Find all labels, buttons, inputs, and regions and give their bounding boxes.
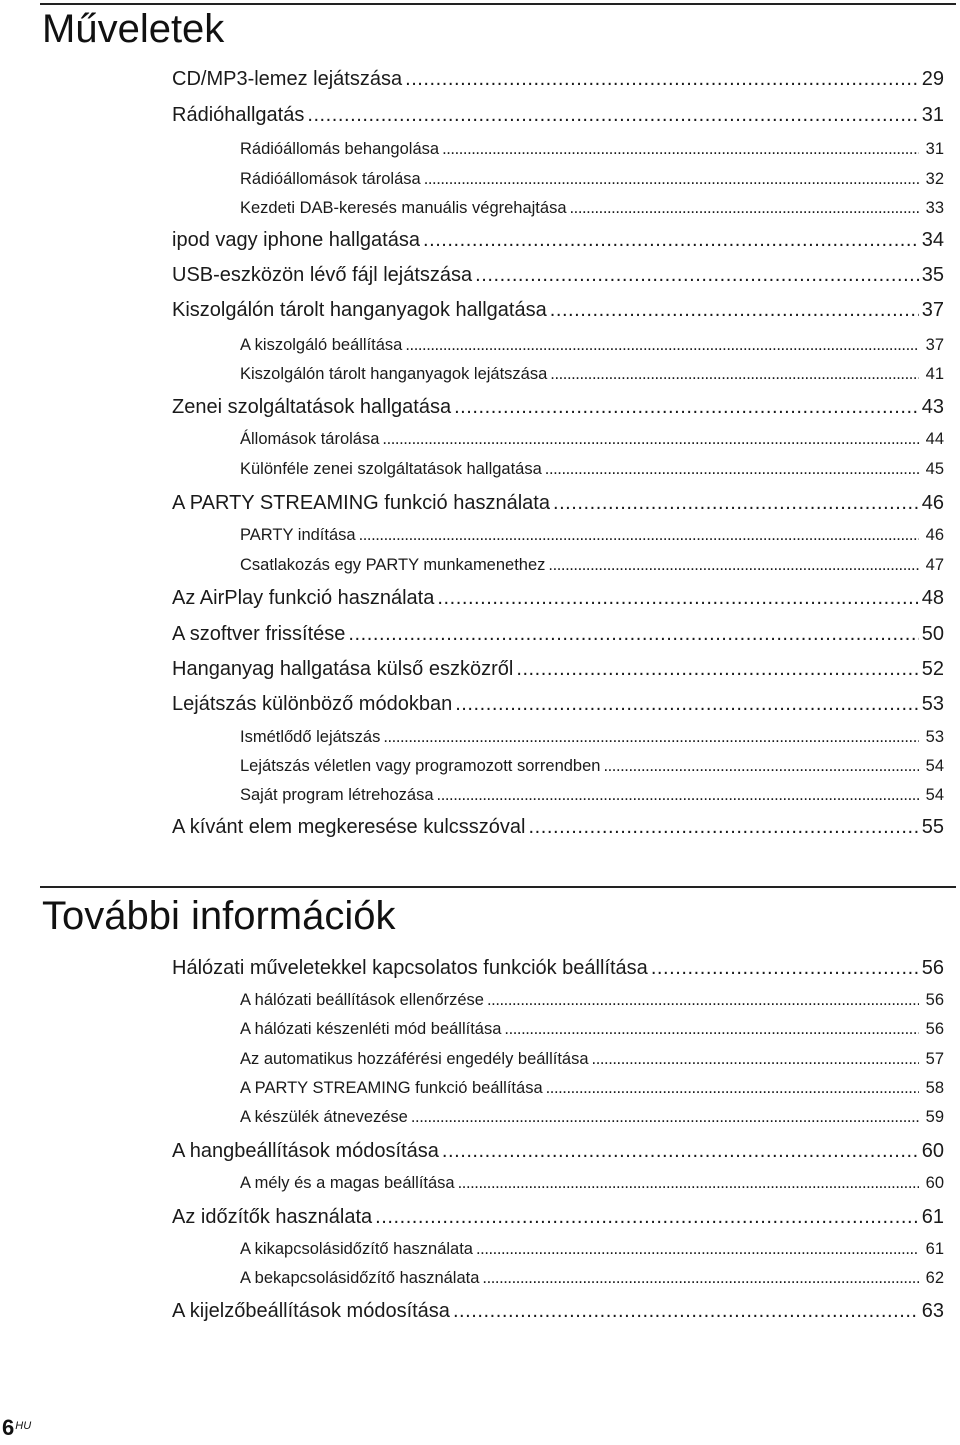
- toc-entry-page: 32: [925, 170, 944, 188]
- toc-entry-page: 45: [925, 460, 944, 478]
- dot-leader: [411, 1108, 919, 1127]
- dot-leader: [603, 757, 919, 776]
- dot-leader: [424, 170, 919, 189]
- toc-entry-title: A szoftver frissítése: [172, 623, 346, 645]
- toc-entry[interactable]: [172, 623, 944, 649]
- toc-entry[interactable]: [172, 264, 944, 290]
- toc-entry-page: 56: [925, 991, 944, 1009]
- toc-entry-page: 31: [921, 104, 944, 126]
- section-divider: [40, 886, 956, 888]
- toc-entry-page: 44: [925, 430, 944, 448]
- dot-leader: [592, 1050, 919, 1069]
- dot-leader: [437, 587, 918, 610]
- toc-entry-title: A PARTY STREAMING funkció beállítása: [240, 1079, 543, 1097]
- toc-entry-page: 29: [921, 68, 944, 90]
- toc-entry-page: 54: [925, 786, 944, 804]
- toc-entry-page: 61: [921, 1206, 944, 1228]
- dot-leader: [454, 396, 919, 419]
- toc-subentry[interactable]: [240, 1269, 944, 1291]
- toc-entry[interactable]: [172, 68, 944, 94]
- toc-entry-page: 35: [921, 264, 944, 286]
- toc-entry-title: ipod vagy iphone hallgatása: [172, 229, 420, 251]
- toc-entry[interactable]: [172, 693, 944, 719]
- dot-leader: [548, 556, 919, 575]
- toc-entry-title: Rádióhallgatás: [172, 104, 305, 126]
- toc-entry-title: USB-eszközön lévő fájl lejátszása: [172, 264, 473, 286]
- section-title: További információk: [42, 894, 396, 938]
- toc-entry-title: Az időzítők használata: [172, 1206, 373, 1228]
- toc-entry-title: A hálózati beállítások ellenőrzése: [240, 991, 484, 1009]
- toc-entry-page: 59: [925, 1108, 944, 1126]
- dot-leader: [348, 623, 918, 646]
- dot-leader: [550, 299, 919, 322]
- toc-entry-page: 37: [921, 299, 944, 321]
- toc-subentry[interactable]: [240, 170, 944, 192]
- toc-subentry[interactable]: [240, 556, 944, 578]
- toc-entry[interactable]: [172, 299, 944, 325]
- toc-entry[interactable]: [172, 1206, 944, 1232]
- toc-entry-title: Ismétlődő lejátszás: [240, 728, 381, 746]
- page-footer: [2, 1415, 31, 1441]
- toc-subentry[interactable]: [240, 786, 944, 808]
- toc-entry-page: 33: [925, 199, 944, 217]
- toc-entry-title: A hálózati készenléti mód beállítása: [240, 1020, 502, 1038]
- toc-subentry[interactable]: [240, 199, 944, 221]
- dot-leader: [405, 68, 919, 91]
- toc-subentry[interactable]: [240, 460, 944, 482]
- toc-entry-title: Lejátszás véletlen vagy programozott sorrendben: [240, 757, 601, 775]
- toc-entry-page: 46: [925, 526, 944, 544]
- toc-entry-title: Rádióállomás behangolása: [240, 140, 440, 158]
- toc-entry-page: 55: [921, 816, 944, 838]
- section-divider: [40, 3, 956, 5]
- toc-entry[interactable]: [172, 104, 944, 130]
- dot-leader: [437, 786, 919, 805]
- toc-entry-title: Kezdeti DAB-keresés manuális végrehajtása: [240, 199, 567, 217]
- toc-entry-title: Az automatikus hozzáférési engedély beállítása: [240, 1050, 589, 1068]
- dot-leader: [442, 1140, 919, 1163]
- toc-entry-title: Rádióállomások tárolása: [240, 170, 421, 188]
- toc-entry[interactable]: [172, 229, 944, 255]
- dot-leader: [482, 1269, 919, 1288]
- toc-entry-page: 53: [921, 693, 944, 715]
- toc-entry-title: A mély és a magas beállítása: [240, 1174, 455, 1192]
- toc-entry-page: 41: [925, 365, 944, 383]
- toc-entry-page: 37: [925, 336, 944, 354]
- toc-entry[interactable]: [172, 1300, 944, 1326]
- toc-entry[interactable]: [172, 658, 944, 684]
- toc-entry-page: 47: [925, 556, 944, 574]
- dot-leader: [516, 658, 918, 681]
- dot-leader: [529, 816, 919, 839]
- dot-leader: [651, 957, 919, 980]
- toc-entry-page: 54: [925, 757, 944, 775]
- toc-entry-title: A bekapcsolásidőzítő használata: [240, 1269, 480, 1287]
- toc-subentry[interactable]: [240, 757, 944, 779]
- dot-leader: [383, 728, 919, 747]
- toc-subentry[interactable]: [240, 991, 944, 1013]
- dot-leader: [359, 526, 919, 545]
- toc-entry-title: Kiszolgálón tárolt hanganyagok hallgatása: [172, 299, 547, 321]
- toc-entry-page: 60: [925, 1174, 944, 1192]
- toc-subentry[interactable]: [240, 1020, 944, 1042]
- toc-entry-title: Csatlakozás egy PARTY munkamenethez: [240, 556, 546, 574]
- toc-entry-page: 46: [921, 492, 944, 514]
- toc-entry[interactable]: [172, 492, 944, 518]
- toc-entry-page: 43: [921, 396, 944, 418]
- toc-entry[interactable]: [172, 396, 944, 422]
- toc-entry-title: PARTY indítása: [240, 526, 356, 544]
- toc-entry-title: Kiszolgálón tárolt hanganyagok lejátszása: [240, 365, 548, 383]
- dot-leader: [455, 693, 919, 716]
- toc-entry-title: A kiszolgáló beállítása: [240, 336, 403, 354]
- dot-leader: [476, 1240, 919, 1259]
- page-number: 6: [2, 1415, 15, 1440]
- toc-entry-page: 57: [925, 1050, 944, 1068]
- toc-entry-title: Hanganyag hallgatása külső eszközről: [172, 658, 514, 680]
- toc-subentry[interactable]: [240, 336, 944, 358]
- toc-entry-title: Lejátszás különböző módokban: [172, 693, 453, 715]
- toc-entry-page: 56: [921, 957, 944, 979]
- toc-entry-page: 62: [925, 1269, 944, 1287]
- section-title: Műveletek: [42, 7, 225, 51]
- toc-entry-page: 31: [925, 140, 944, 158]
- dot-leader: [375, 1206, 919, 1229]
- toc-subentry[interactable]: [240, 1050, 944, 1072]
- toc-entry-title: Különféle zenei szolgáltatások hallgatása: [240, 460, 542, 478]
- toc-entry-title: Zenei szolgáltatások hallgatása: [172, 396, 452, 418]
- toc-entry-page: 56: [925, 1020, 944, 1038]
- toc-subentry[interactable]: [240, 365, 944, 387]
- toc-entry[interactable]: [172, 816, 944, 842]
- toc-entry-page: 50: [921, 623, 944, 645]
- toc-entry-page: 34: [921, 229, 944, 251]
- toc-entry-page: 52: [921, 658, 944, 680]
- dot-leader: [423, 229, 919, 252]
- toc-entry-page: 63: [921, 1300, 944, 1322]
- toc-entry-title: A készülék átnevezése: [240, 1108, 408, 1126]
- dot-leader: [546, 1079, 919, 1098]
- toc-entry[interactable]: [172, 957, 944, 983]
- toc-subentry[interactable]: [240, 526, 944, 548]
- toc-entry-page: 48: [921, 587, 944, 609]
- toc-entry-title: A PARTY STREAMING funkció használata: [172, 492, 550, 514]
- toc-entry-page: 53: [925, 728, 944, 746]
- dot-leader: [307, 104, 918, 127]
- dot-leader: [504, 1020, 919, 1039]
- dot-leader: [453, 1300, 919, 1323]
- toc-entry-page: 58: [925, 1079, 944, 1097]
- toc-subentry[interactable]: [240, 140, 944, 162]
- toc-subentry[interactable]: [240, 1079, 944, 1101]
- toc-entry-page: 61: [925, 1240, 944, 1258]
- dot-leader: [487, 991, 919, 1010]
- toc-entry-title: A kijelzőbeállítások módosítása: [172, 1300, 450, 1322]
- toc-entry-title: Hálózati műveletekkel kapcsolatos funkciók beállítása: [172, 957, 648, 979]
- dot-leader: [550, 365, 919, 384]
- toc-entry-title: CD/MP3-lemez lejátszása: [172, 68, 403, 90]
- toc-subentry[interactable]: [240, 430, 944, 452]
- toc-entry-title: Saját program létrehozása: [240, 786, 434, 804]
- toc-subentry[interactable]: [240, 728, 944, 750]
- dot-leader: [545, 460, 919, 479]
- page-region-code: HU: [15, 1419, 32, 1432]
- toc-entry-title: Az AirPlay funkció használata: [172, 587, 435, 609]
- toc-entry-title: A kívánt elem megkeresése kulcsszóval: [172, 816, 526, 838]
- toc-subentry[interactable]: [240, 1108, 944, 1130]
- toc-entry-title: Állomások tárolása: [240, 430, 380, 448]
- toc-subentry[interactable]: [240, 1240, 944, 1262]
- dot-leader: [405, 336, 919, 355]
- dot-leader: [475, 264, 919, 287]
- dot-leader: [442, 140, 919, 159]
- toc-subentry[interactable]: [240, 1174, 944, 1196]
- toc-entry[interactable]: [172, 1140, 944, 1166]
- dot-leader: [553, 492, 919, 515]
- toc-entry[interactable]: [172, 587, 944, 613]
- dot-leader: [382, 430, 919, 449]
- dot-leader: [570, 199, 920, 218]
- toc-entry-title: A hangbeállítások módosítása: [172, 1140, 439, 1162]
- dot-leader: [458, 1174, 919, 1193]
- toc-entry-title: A kikapcsolásidőzítő használata: [240, 1240, 473, 1258]
- toc-entry-page: 60: [921, 1140, 944, 1162]
